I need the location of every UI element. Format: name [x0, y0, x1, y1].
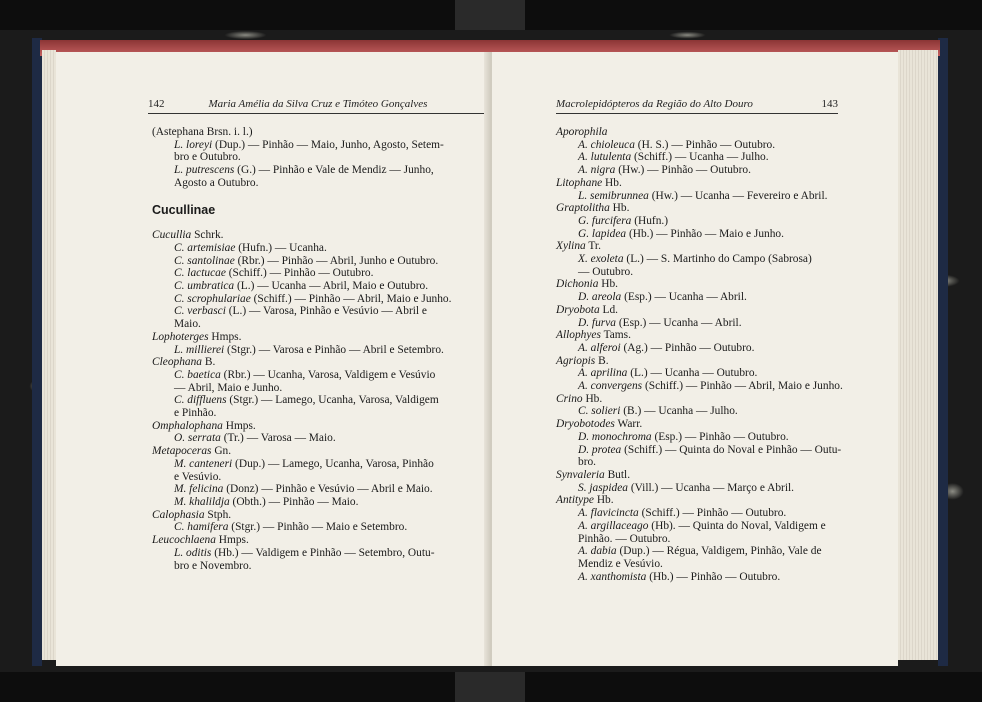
entry-details: (Schiff.) — Pinhão — Abril, Maio e Junho.: [642, 380, 843, 393]
genus-entry: [152, 331, 454, 344]
text-line: (Astephana Brsn. i. l.): [152, 126, 253, 138]
species-name: D. furva: [578, 316, 616, 329]
genus-name: Graptolitha: [556, 202, 610, 215]
entry-details: (Hw.) — Pinhão — Outubro.: [615, 164, 751, 177]
left-running-title: Maria Amélia da Silva Cruz e Timóteo Gonçalves: [208, 98, 428, 110]
continuation-line: Pinhão. — Outubro.: [578, 532, 671, 545]
entry-details: (Hufn.) — Ucanha.: [235, 241, 327, 254]
species-entry: [152, 521, 454, 534]
species-name: M. felicina: [174, 483, 224, 496]
species-name: C. umbratica: [174, 280, 235, 293]
entry-details: Hmps.: [222, 419, 256, 432]
entry-details: (Esp.) — Ucanha — Abril.: [615, 316, 742, 329]
genus-entry: [556, 278, 848, 291]
species-entry: [556, 367, 848, 380]
species-entry: [152, 242, 454, 255]
page-stack-left: [42, 50, 56, 660]
entry-details: (Dup.) — Pinhão — Maio, Junho, Agosto, Setem-: [212, 138, 444, 151]
species-name: L. loreyi: [174, 138, 213, 151]
section-heading: Cucullinae: [152, 202, 216, 217]
species-name: O. serrata: [174, 432, 221, 445]
species-entry: [556, 291, 848, 304]
left-running-head: [148, 98, 508, 114]
species-name: L. semibrunnea: [578, 189, 649, 202]
continuation-line: bro e Novembro.: [174, 559, 252, 572]
left-page-text: [152, 126, 454, 572]
species-name: C. lactucae: [174, 267, 226, 280]
entry-details: Hb.: [593, 494, 614, 507]
entry-details: (Obth.) — Pinhão — Maio.: [229, 495, 359, 508]
continuation-line: bro e Outubro.: [174, 151, 241, 164]
species-name: M. khalildja: [174, 495, 230, 508]
entry-details: (Hufn.): [631, 214, 669, 227]
genus-name: Litophane: [556, 176, 603, 189]
genus-entry: [556, 240, 848, 253]
species-entry: [152, 483, 454, 496]
continuation-line: — Outubro.: [578, 265, 634, 278]
species-name: A. chioleuca: [578, 138, 635, 151]
entry-details: (Esp.) — Pinhão — Outubro.: [651, 430, 789, 443]
entry-details: (Schiff.) — Pinhão — Abril, Maio e Junho.: [250, 292, 452, 305]
entry-details: Hmps.: [215, 534, 249, 547]
entry-details: (Dup.) — Régua, Valdigem, Pinhão, Vale de: [616, 545, 822, 558]
genus-name: Lophoterges: [152, 330, 209, 343]
binding-right: [938, 38, 948, 666]
entry-details: (G.) — Pinhão e Vale de Mendiz — Junho,: [234, 164, 434, 177]
species-name: M. canteneri: [174, 457, 233, 470]
left-page: [56, 52, 490, 666]
continuation-line: — Abril, Maio e Junho.: [174, 381, 283, 394]
species-entry: [556, 139, 848, 152]
species-name: G. furcifera: [578, 214, 632, 227]
species-name: A. nigra: [578, 164, 616, 177]
species-entry: [556, 444, 848, 457]
entry-details: (Hb). — Quinta do Noval, Valdigem e: [648, 519, 826, 532]
genus-name: Cucullia: [152, 229, 192, 242]
species-name: A. xanthomista: [578, 570, 647, 583]
genus-name: Leucochlaena: [152, 534, 216, 547]
species-name: A. flavicincta: [578, 507, 639, 520]
spine-bottom: [455, 672, 525, 702]
species-name: C. solieri: [578, 405, 621, 418]
genus-entry: [152, 445, 454, 458]
entry-details: B.: [595, 354, 609, 367]
entry-details: (L.) — Ucanha — Abril, Maio e Outubro.: [234, 280, 429, 293]
species-entry: [152, 394, 454, 407]
species-entry: [152, 139, 454, 152]
species-entry: [152, 164, 454, 177]
genus-entry: [556, 304, 848, 317]
species-entry: [556, 520, 848, 533]
species-name: D. protea: [578, 443, 622, 456]
species-name: L. oditis: [174, 546, 212, 559]
species-entry: [556, 215, 848, 228]
species-entry: [152, 547, 454, 560]
species-entry: [556, 507, 848, 520]
genus-entry: [556, 329, 848, 342]
genus-name: Allophyes: [556, 329, 601, 342]
genus-name: Calophasia: [152, 508, 205, 521]
continuation-line: e Pinhão.: [174, 407, 217, 420]
entry-details: (L.) — S. Martinho do Campo (Sabrosa): [623, 253, 812, 266]
genus-name: Dichonia: [556, 278, 599, 291]
genus-entry: [556, 202, 848, 215]
species-name: D. monochroma: [578, 430, 652, 443]
species-name: S. jaspidea: [578, 481, 628, 494]
continuation-line: Agosto a Outubro.: [174, 176, 259, 189]
species-entry: [556, 342, 848, 355]
species-entry: [556, 545, 848, 558]
species-name: C. scrophulariae: [174, 292, 251, 305]
entry-details: Schrk.: [191, 229, 224, 242]
genus-entry: [556, 355, 848, 368]
page-stack-right: [898, 50, 938, 660]
entry-details: Stph.: [204, 508, 232, 521]
entry-details: Hb.: [582, 392, 603, 405]
entry-details: (Ag.) — Pinhão — Outubro.: [620, 341, 755, 354]
genus-name: Omphalophana: [152, 419, 223, 432]
species-name: C. diffluens: [174, 394, 227, 407]
species-entry: [556, 380, 848, 393]
right-page: [492, 52, 898, 666]
genus-entry: [152, 229, 454, 242]
genus-name: Crino: [556, 392, 583, 405]
species-entry: [152, 496, 454, 509]
entry-details: Gn.: [211, 445, 232, 458]
species-entry: [152, 432, 454, 445]
entry-details: Hb.: [609, 202, 630, 215]
right-running-head: [556, 98, 838, 114]
genus-name: Dryobota: [556, 303, 600, 316]
species-entry: [556, 228, 848, 241]
entry-details: Hmps.: [208, 330, 242, 343]
continuation-line: bro.: [578, 456, 597, 469]
species-name: A. lutulenta: [578, 151, 632, 164]
entry-details: (Schiff.) — Pinhão — Outubro.: [225, 267, 374, 280]
genus-name: Antitype: [556, 494, 594, 507]
species-entry: [556, 190, 848, 203]
genus-entry: [152, 509, 454, 522]
species-name: D. areola: [578, 291, 622, 304]
genus-name: Xylina: [556, 240, 586, 253]
species-name: C. hamifera: [174, 521, 229, 534]
entry-details: Warr.: [614, 418, 643, 431]
species-name: A. convergens: [578, 380, 643, 393]
entry-details: (Hw.) — Ucanha — Fevereiro e Abril.: [648, 189, 828, 202]
species-name: A. aprilina: [578, 367, 628, 380]
genus-entry: [556, 418, 848, 431]
entry-details: (B.) — Ucanha — Julho.: [620, 405, 738, 418]
species-name: G. lapidea: [578, 227, 627, 240]
species-entry: [556, 571, 848, 584]
genus-name: Agriopis: [556, 354, 596, 367]
species-name: A. dabia: [578, 545, 617, 558]
entry-details: (Rbr.) — Pinhão — Abril, Junho e Outubro.: [234, 254, 439, 267]
species-entry: [152, 369, 454, 382]
species-name: C. santolinae: [174, 254, 235, 267]
entry-details: (L.) — Varosa, Pinhão e Vesúvio — Abril e: [225, 305, 427, 318]
entry-details: (Hb.) — Valdigem e Pinhão — Setembro, Outu-: [211, 546, 435, 559]
genus-entry: [556, 393, 848, 406]
continuation-line: Maio.: [174, 318, 201, 331]
entry-details: (Vill.) — Ucanha — Março e Abril.: [628, 481, 795, 494]
right-page-number: 143: [821, 98, 838, 110]
genus-entry: [556, 126, 848, 139]
entry-details: (Rbr.) — Ucanha, Varosa, Valdigem e Vesúvio: [220, 368, 436, 381]
species-entry: [152, 293, 454, 306]
entry-details: (Schiff.) — Pinhão — Outubro.: [638, 507, 787, 520]
genus-name: Aporophila: [556, 126, 608, 138]
entry-details: B.: [202, 356, 216, 369]
left-page-number: 142: [148, 98, 165, 110]
species-entry: [152, 280, 454, 293]
genus-name: Dryobotodes: [556, 418, 615, 431]
genus-entry: [556, 469, 848, 482]
entry-details: Butl.: [604, 468, 631, 481]
genus-name: Cleophana: [152, 356, 202, 369]
species-entry: [556, 253, 848, 266]
species-entry: [152, 255, 454, 268]
entry-details: (Esp.) — Ucanha — Abril.: [621, 291, 747, 304]
species-entry: [556, 151, 848, 164]
spine-top: [455, 0, 525, 30]
entry-details: (Donz) — Pinhão e Vesúvio — Abril e Maio.: [223, 483, 433, 496]
entry-details: (Stgr.) — Lamego, Ucanha, Varosa, Valdigem: [226, 394, 439, 407]
genus-name: Synvaleria: [556, 468, 605, 481]
species-name: C. artemisiae: [174, 241, 236, 254]
binding-left: [32, 38, 42, 666]
entry-details: Tams.: [600, 329, 631, 342]
species-entry: [152, 458, 454, 471]
right-running-title: Macrolepidópteros da Região do Alto Douro: [556, 98, 753, 110]
species-entry: [556, 317, 848, 330]
continuation-line: Mendiz e Vesúvio.: [578, 557, 663, 570]
genus-entry: [556, 494, 848, 507]
species-entry: [556, 405, 848, 418]
species-name: L. putrescens: [174, 164, 235, 177]
continuation-line: e Vesúvio.: [174, 470, 222, 483]
entry-details: (Stgr.) — Varosa e Pinhão — Abril e Setembro.: [224, 343, 444, 356]
species-name: C. verbasci: [174, 305, 226, 318]
species-name: A. argillaceago: [578, 519, 649, 532]
entry-details: Hb.: [598, 278, 619, 291]
species-entry: [556, 482, 848, 495]
entry-details: (Dup.) — Lamego, Ucanha, Varosa, Pinhão: [232, 457, 434, 470]
species-name: C. baetica: [174, 368, 221, 381]
species-name: L. millierei: [174, 343, 225, 356]
species-entry: [152, 305, 454, 318]
entry-details: (Schiff.) — Ucanha — Julho.: [631, 151, 769, 164]
entry-details: (Stgr.) — Pinhão — Maio e Setembro.: [228, 521, 408, 534]
entry-details: (L.) — Ucanha — Outubro.: [627, 367, 758, 380]
entry-details: (Hb.) — Pinhão — Outubro.: [646, 570, 781, 583]
entry-details: Hb.: [602, 176, 622, 189]
entry-details: Tr.: [585, 240, 601, 253]
entry-details: (H. S.) — Pinhão — Outubro.: [634, 138, 776, 151]
entry-details: (Schiff.) — Quinta do Noval e Pinhão — Outu-: [621, 443, 842, 456]
genus-entry: [152, 420, 454, 433]
entry-details: (Tr.) — Varosa — Maio.: [220, 432, 336, 445]
entry-details: (Hb.) — Pinhão — Maio e Junho.: [626, 227, 784, 240]
right-page-text: [556, 126, 848, 583]
species-entry: [152, 267, 454, 280]
genus-entry: [152, 534, 454, 547]
species-name: X. exoleta: [578, 253, 624, 266]
genus-entry: [556, 177, 848, 190]
species-entry: [152, 344, 454, 357]
species-name: A. alferoi: [578, 341, 621, 354]
species-entry: [556, 164, 848, 177]
genus-entry: [152, 356, 454, 369]
genus-name: Metapoceras: [152, 445, 212, 458]
species-entry: [556, 431, 848, 444]
entry-details: Ld.: [599, 303, 619, 316]
